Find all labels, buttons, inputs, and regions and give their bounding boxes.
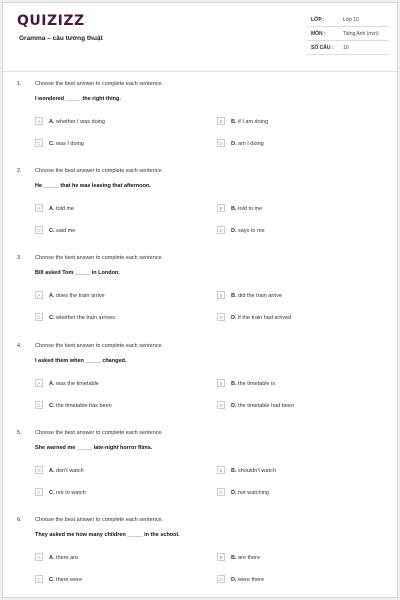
option-letter-box: B — [217, 466, 225, 474]
option-letter: C — [49, 227, 53, 234]
option-letter: D — [231, 402, 235, 409]
worksheet-header — [17, 13, 389, 59]
question-instruction: Choose the best answer to complete each sentence. — [35, 168, 164, 174]
option-letter-box: A — [35, 291, 43, 299]
option-label — [49, 490, 86, 496]
option-letter-box: A — [35, 379, 43, 387]
option-dot: . — [234, 467, 239, 474]
option-text: were there — [238, 576, 265, 583]
option-text: did the train arrive — [238, 292, 283, 299]
option-dot: . — [234, 489, 239, 496]
question-text: Bill asked Tom _____ in London. — [35, 270, 120, 276]
option-letter-box: B — [217, 291, 225, 299]
option-letter: D — [231, 489, 235, 496]
option-letter: D — [231, 140, 235, 147]
option-text: the timetable has been — [56, 402, 112, 409]
option-letter: B — [231, 554, 235, 561]
meta-value: Tiếng Anh (mới) — [343, 31, 379, 37]
option-letter-box: C — [35, 488, 43, 496]
option-letter: D — [231, 314, 235, 321]
option-text: shouldn't watch — [238, 467, 276, 474]
option-dot: . — [52, 205, 57, 212]
option-label — [49, 119, 105, 125]
option-text: said me — [56, 227, 76, 234]
option-letter: C — [49, 314, 53, 321]
option-letter: B — [231, 205, 235, 212]
option-label — [231, 403, 294, 409]
option-letter: B — [231, 380, 235, 387]
question-instruction: Choose the best answer to complete each sentence. — [35, 343, 164, 349]
option-letter-box: D — [217, 575, 225, 583]
option-dot: . — [234, 205, 239, 212]
option-label — [49, 403, 112, 409]
option-dot: . — [234, 314, 239, 321]
header-divider — [3, 71, 397, 72]
option-dot: . — [52, 292, 57, 299]
option-text: told to me — [238, 205, 263, 212]
option-dot: . — [52, 554, 57, 561]
option-letter-box: C — [35, 313, 43, 321]
option-text: the timetable had been — [238, 402, 295, 409]
option-dot: . — [52, 227, 57, 234]
option-text: if the train had arrived — [238, 314, 292, 321]
option-label — [49, 577, 82, 583]
option-dot: . — [234, 227, 239, 234]
quizizz-logo: QUIZIZZ — [17, 13, 85, 29]
option-dot: . — [52, 380, 57, 387]
question-instruction: Choose the best answer to complete each sentence. — [35, 517, 164, 523]
question-number: 3. — [17, 255, 22, 261]
option-dot: . — [234, 554, 239, 561]
option-dot: . — [234, 118, 239, 125]
option-dot: . — [52, 467, 57, 474]
option-text: told me — [56, 205, 75, 212]
option-dot: . — [52, 118, 57, 125]
option-label — [231, 577, 264, 583]
meta-value: Lớp 10 — [343, 17, 359, 23]
option-text: there were — [56, 576, 83, 583]
meta-key: MÔN : — [311, 31, 326, 37]
option-label — [231, 490, 269, 496]
option-label — [49, 206, 74, 212]
option-label — [231, 315, 291, 321]
option-letter: A — [49, 380, 53, 387]
question-instruction: Choose the best answer to complete each sentence. — [35, 255, 164, 261]
option-letter-box: B — [217, 204, 225, 212]
option-dot: . — [52, 576, 57, 583]
option-label — [49, 315, 115, 321]
option-letter: A — [49, 554, 53, 561]
option-label — [231, 555, 260, 561]
option-text: there are — [56, 554, 79, 561]
option-label — [49, 141, 84, 147]
option-dot: . — [234, 402, 239, 409]
option-dot: . — [234, 576, 239, 583]
option-text: the timetable is — [238, 380, 276, 387]
option-letter-box: A — [35, 466, 43, 474]
question-number: 6. — [17, 517, 22, 523]
question-number: 1. — [17, 81, 22, 87]
option-letter: A — [49, 292, 53, 299]
option-letter-box: C — [35, 575, 43, 583]
question-text: They asked me how many children _____ in the school. — [35, 532, 180, 538]
option-dot: . — [234, 380, 239, 387]
option-label — [231, 381, 275, 387]
option-letter: C — [49, 489, 53, 496]
question-instruction: Choose the best answer to complete each sentence. — [35, 430, 164, 436]
option-text: am I doing — [238, 140, 264, 147]
option-dot: . — [52, 489, 57, 496]
worksheet-title: Gramma – câu tường thuật — [19, 35, 103, 42]
option-dot: . — [234, 292, 239, 299]
option-letter: B — [231, 292, 235, 299]
option-dot: . — [52, 140, 57, 147]
option-dot: . — [234, 140, 239, 147]
option-letter-box: B — [217, 553, 225, 561]
option-letter-box: C — [35, 401, 43, 409]
meta-key: SỐ CÂU : — [311, 45, 334, 51]
option-text: don't watch — [56, 467, 84, 474]
question-number: 5. — [17, 430, 22, 436]
question-number: 2. — [17, 168, 22, 174]
question-text: I wondered _____ the right thing. — [35, 96, 121, 102]
option-letter-box: A — [35, 204, 43, 212]
option-letter-box: B — [217, 379, 225, 387]
option-letter: A — [49, 118, 53, 125]
option-letter: C — [49, 402, 53, 409]
option-label — [49, 228, 75, 234]
option-dot: . — [52, 402, 57, 409]
option-letter: B — [231, 467, 235, 474]
meta-row-count — [307, 41, 389, 55]
option-letter-box: C — [35, 226, 43, 234]
option-letter: C — [49, 576, 53, 583]
option-letter: D — [231, 576, 235, 583]
option-label — [231, 293, 282, 299]
option-dot: . — [52, 314, 57, 321]
option-text: not to watch — [56, 489, 86, 496]
option-letter-box: A — [35, 117, 43, 125]
option-label — [49, 555, 78, 561]
meta-value: 10 — [343, 45, 349, 51]
option-letter: B — [231, 118, 235, 125]
meta-row-class — [307, 13, 389, 27]
option-letter-box: C — [35, 139, 43, 147]
option-letter-box: B — [217, 117, 225, 125]
option-text: says to me — [238, 227, 265, 234]
option-letter-box: D — [217, 401, 225, 409]
option-letter-box: A — [35, 553, 43, 561]
question-number: 4. — [17, 343, 22, 349]
option-text: does the train arrive — [56, 292, 105, 299]
option-letter-box: D — [217, 139, 225, 147]
option-label — [49, 381, 99, 387]
meta-row-subject — [307, 27, 389, 41]
option-text: not watching — [238, 489, 269, 496]
option-text: was the timetable — [56, 380, 99, 387]
option-text: whether the train arrives — [56, 314, 116, 321]
option-letter: C — [49, 140, 53, 147]
option-text: whether I was doing — [56, 118, 105, 125]
option-letter-box: D — [217, 226, 225, 234]
option-label — [231, 206, 262, 212]
option-letter-box: D — [217, 488, 225, 496]
option-letter: D — [231, 227, 235, 234]
question-instruction: Choose the best answer to complete each sentence. — [35, 81, 164, 87]
worksheet-page — [2, 2, 398, 598]
worksheet-meta — [307, 13, 389, 55]
question-text: I asked them when _____ changed. — [35, 358, 127, 364]
option-label — [231, 468, 276, 474]
question-text: She warned me _____ late-night horror films. — [35, 445, 153, 451]
question-text: He _____ that he was leaving that afternoon. — [35, 183, 151, 189]
option-text: are there — [238, 554, 261, 561]
option-label — [231, 228, 265, 234]
option-text: was I doing — [56, 140, 84, 147]
option-letter: A — [49, 205, 53, 212]
option-letter-box: D — [217, 313, 225, 321]
option-label — [231, 119, 268, 125]
option-letter: A — [49, 467, 53, 474]
option-label — [49, 293, 105, 299]
option-label — [49, 468, 84, 474]
meta-key: LỚP : — [311, 17, 325, 23]
option-label — [231, 141, 264, 147]
option-text: if I am doing — [238, 118, 269, 125]
